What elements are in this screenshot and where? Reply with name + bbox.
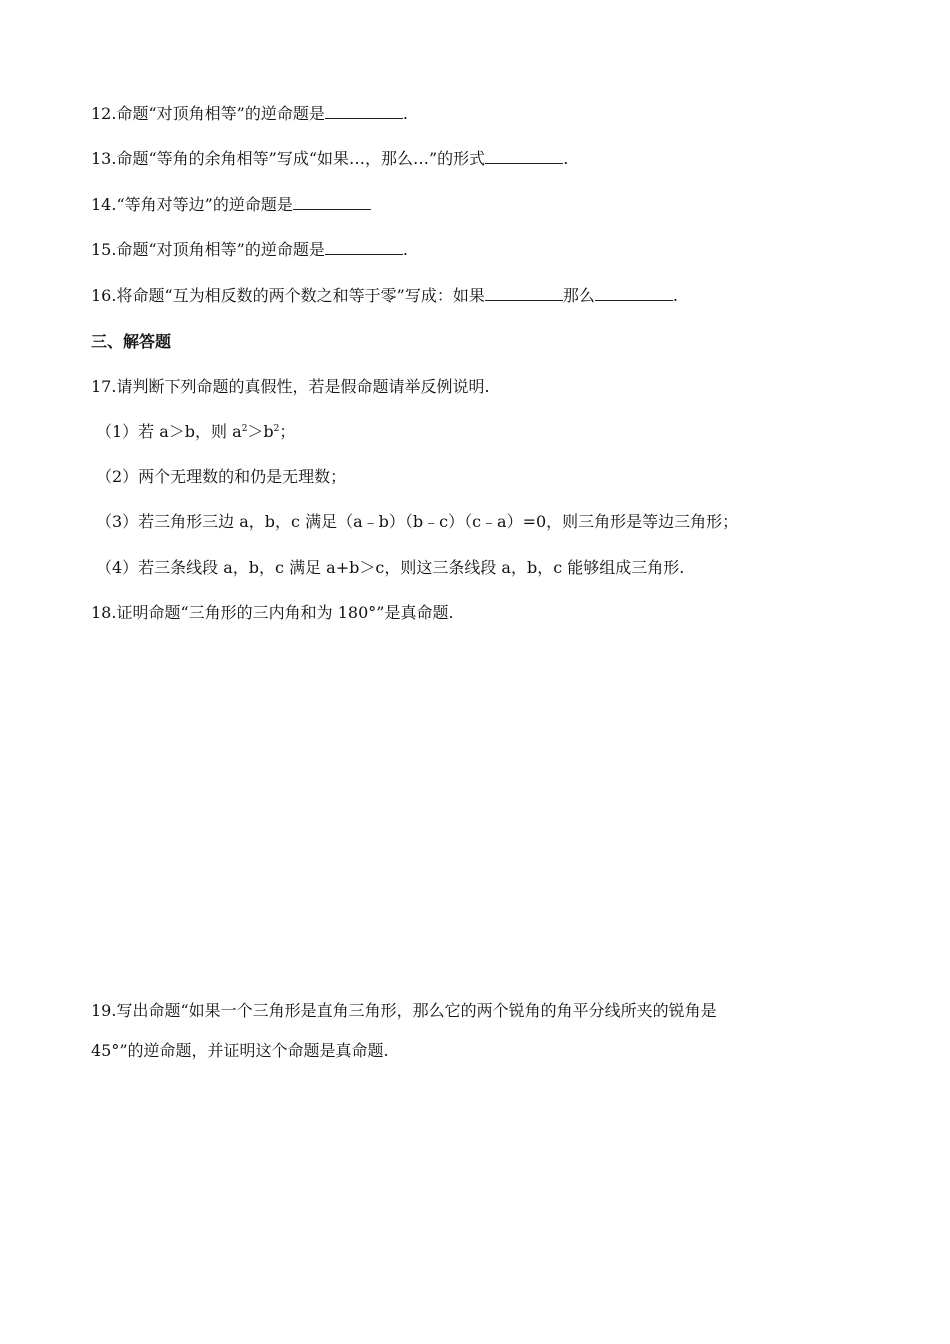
part-text: ；: [279, 422, 296, 441]
question-19-continued: 45°”的逆命题，并证明这个命题是真命题.: [91, 1041, 389, 1060]
question-17-part-3: （3）若三角形三边 a，b，c 满足（a﹣b）（b﹣c）（c﹣a）=0，则三角形是等边三角形；: [96, 512, 739, 531]
answer-blank[interactable]: [293, 193, 371, 210]
section-title: 三、解答题: [91, 332, 172, 351]
answer-blank-if[interactable]: [485, 284, 563, 301]
answer-blank[interactable]: [485, 147, 563, 164]
question-17: [91, 375, 490, 399]
question-text: 命题“对顶角相等”的逆命题是: [116, 104, 325, 123]
question-12: [91, 102, 408, 126]
question-15: [91, 238, 408, 262]
question-17-part-1: [96, 420, 295, 444]
part-text: ＞b: [247, 422, 274, 441]
superscript: 2: [273, 424, 280, 434]
answer-blank[interactable]: [325, 102, 403, 119]
question-number: 16.: [91, 286, 117, 305]
question-number: 14.: [91, 195, 117, 214]
question-text-end: .: [672, 286, 678, 305]
question-text: 命题“对顶角相等”的逆命题是: [116, 240, 325, 259]
question-17-part-2: （2）两个无理数的和仍是无理数；: [96, 467, 347, 486]
question-16: [91, 284, 678, 308]
question-17-part-4: （4）若三条线段 a，b，c 满足 a+b＞c，则这三条线段 a，b，c 能够组成三角形.: [96, 558, 685, 577]
question-text-then: 那么: [562, 286, 595, 305]
question-13: [91, 147, 568, 171]
question-text-line-1: 写出命题“如果一个三角形是直角三角形，那么它的两个锐角的角平分线所夹的锐角是: [116, 1001, 717, 1020]
question-text: 证明命题“三角形的三内角和为 180°”是真命题.: [116, 603, 454, 622]
question-number: 19.: [91, 1001, 117, 1020]
question-text-end: .: [402, 104, 408, 123]
superscript: 2: [241, 424, 248, 434]
part-text: （1）若 a＞b，则 a: [96, 422, 242, 441]
question-18: [91, 601, 454, 625]
question-number: 12.: [91, 104, 117, 123]
question-text: 将命题“互为相反数的两个数之和等于零”写成：如果: [116, 286, 485, 305]
question-number: 13.: [91, 149, 117, 168]
question-19: [91, 999, 717, 1023]
question-number: 15.: [91, 240, 117, 259]
question-text-end: .: [563, 149, 569, 168]
question-text: 命题“等角的余角相等”写成“如果…，那么…”的形式: [116, 149, 486, 168]
question-14: [91, 193, 371, 217]
question-number: 17.: [91, 377, 117, 396]
question-number: 18.: [91, 603, 117, 622]
answer-blank-then[interactable]: [595, 284, 673, 301]
question-text: 请判断下列命题的真假性，若是假命题请举反例说明.: [116, 377, 490, 396]
question-text-end: .: [402, 240, 408, 259]
answer-blank[interactable]: [325, 238, 403, 255]
question-text: “等角对等边”的逆命题是: [116, 195, 293, 214]
